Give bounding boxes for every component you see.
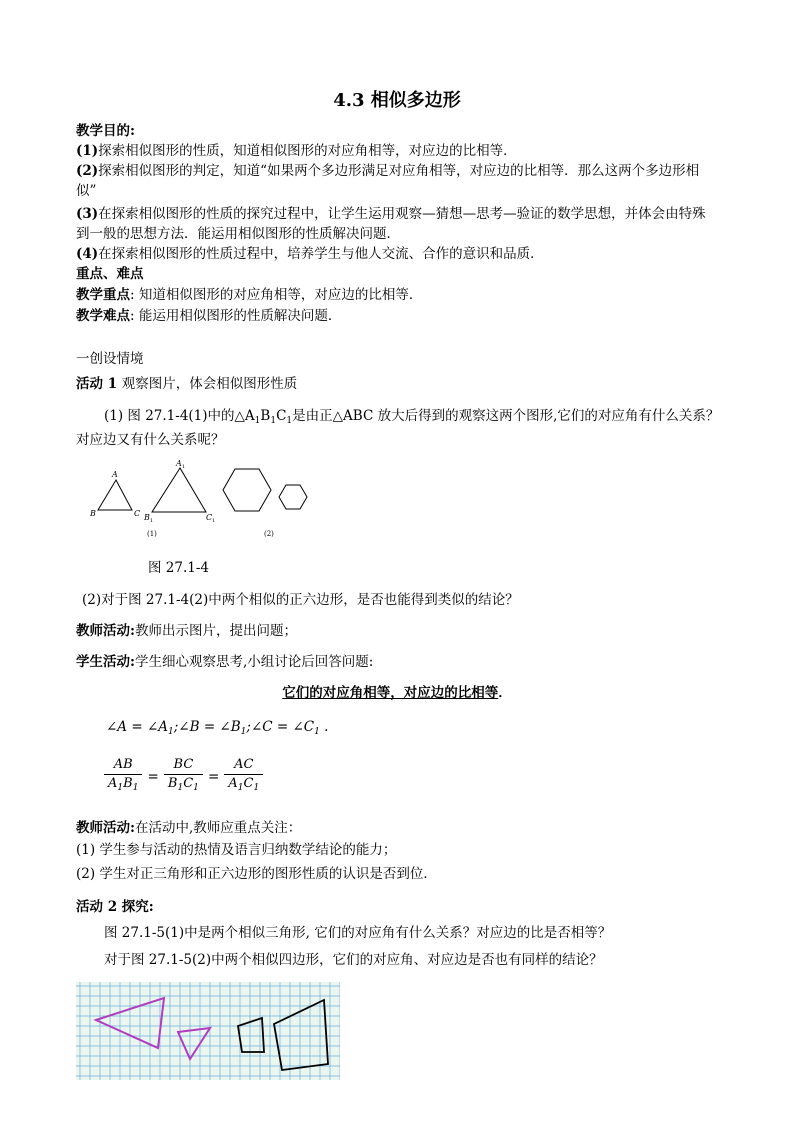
label-B1-sub: 1 [150, 518, 154, 524]
label-A1-sub: 1 [182, 464, 186, 470]
objective-1-text: 探索相似图形的性质，知道相似图形的对应角相等，对应边的比相等． [98, 143, 517, 159]
subscript: 1 [254, 416, 261, 426]
activity-1-text: 观察图片，体会相似图形性质 [121, 376, 298, 392]
fraction-bc-numerator: BC [164, 756, 203, 775]
fraction-ab-numerator: AB [104, 756, 142, 775]
angle-eq-b: ;∠B = ∠B [173, 719, 241, 735]
objective-1-num: (1) [76, 143, 99, 159]
objective-4-num: (4) [76, 246, 99, 262]
figure-caption: 图 27.1-4 [148, 560, 210, 576]
large-hexagon [223, 469, 271, 511]
small-triangle [98, 480, 132, 510]
fraction-ac-denominator: $A_1C_1$ [228, 776, 260, 793]
activity-2-question-1: 图 27.1-5(1)中是两个相似三角形, 它们的对应角有什么关系？对应边的比是否相等？ [104, 925, 612, 941]
figure-27-1-5 [76, 982, 340, 1080]
label-C1: C [206, 513, 213, 522]
subscript: 1 [240, 727, 247, 737]
activity-2-question-2: 对于图 27.1-5(2)中两个相似四边形，它们的对应角、对应边是否也有同样的结论？ [104, 952, 603, 968]
figure-27-1-4 [88, 458, 328, 542]
focus-point-1: (1) 学生参与活动的热情及语言归纳数学结论的能力； [76, 842, 397, 858]
angle-equations [106, 719, 328, 737]
figure-part-2-label: (2) [264, 530, 274, 538]
equals-sign: = [147, 769, 159, 785]
objective-3 [76, 204, 706, 224]
question-1-cont: 对应边又有什么关系呢？ [76, 432, 225, 448]
teacher-activity-2 [76, 818, 301, 838]
angle-eq-end: . [319, 719, 329, 735]
fraction-ac-numerator: AC [224, 756, 263, 775]
question-1-part-a: (1) 图 27.1-4(1)中的△A [104, 408, 255, 424]
section-heading: 一创设情境 [76, 351, 144, 367]
side-ratio-equation [104, 756, 263, 797]
objective-4 [76, 244, 544, 264]
objective-2 [76, 161, 699, 181]
objective-3-cont: 到一般的思想方法．能运用相似图形的性质解决问题． [76, 226, 400, 242]
page-title: 4.3 相似多边形 [333, 90, 461, 111]
student-activity-label: 学生活动: [76, 654, 135, 670]
answer-line [0, 683, 794, 703]
large-triangle [152, 468, 206, 512]
activity-2-heading: 活动 2 探究: [76, 899, 154, 915]
objective-4-text: 在探索相似图形的性质过程中，培养学生与他人交流、合作的意识和品质． [98, 246, 544, 262]
activity-1-heading [76, 374, 297, 394]
question-1 [104, 406, 719, 431]
teacher-activity-label: 教师活动: [76, 623, 135, 639]
question-1-part-d: 是由正△ABC 放大后得到的观察这两个图形,它们的对应角有什么关系？ [292, 408, 720, 424]
teacher-activity-2-text: 在活动中,教师应重点关注： [134, 820, 302, 836]
objective-3-text: 在探索相似图形的性质的探究过程中，让学生运用观察—猜想—思考—验证的数学思想，并体会由特殊 [98, 206, 706, 222]
question-1-part-c: C [276, 408, 287, 424]
label-A: A [112, 470, 118, 479]
label-B1: B [144, 513, 150, 522]
fraction-bc-denominator: $B_1C_1$ [167, 776, 199, 793]
difficult-point-text: : 能运用相似图形的性质解决问题． [130, 308, 342, 324]
objective-2-text: 探索相似图形的判定，知道“如果两个多边形满足对应角相等，对应边的比相等．那么这两个多边形相 [98, 163, 700, 179]
subscript: 1 [314, 727, 320, 737]
objectives-heading: 教学目的: [76, 123, 135, 139]
teacher-activity-text: 教师出示图片，提出问题； [134, 623, 297, 639]
fraction-bc [164, 756, 203, 797]
objective-1 [76, 141, 517, 161]
angle-eq-a: ∠A = ∠A [106, 719, 169, 735]
fraction-ac [224, 756, 263, 797]
difficult-point [76, 306, 341, 326]
keypoints-heading: 重点、难点 [76, 266, 144, 282]
figure-part-1-label: (1) [147, 530, 157, 538]
small-hexagon [279, 485, 307, 509]
subscript: 1 [286, 416, 293, 426]
activity-1-label: 活动 1 [76, 376, 122, 392]
label-A1: A [176, 459, 182, 468]
objective-2-cont: 似” [76, 183, 97, 199]
label-C: C [134, 509, 141, 518]
question-2: (2)对于图 27.1-4(2)中两个相似的正六边形，是否也能得到类似的结论？ [82, 592, 519, 608]
teacher-activity-2-label: 教师活动: [76, 820, 135, 836]
objective-2-num: (2) [76, 163, 99, 179]
key-point [76, 285, 422, 305]
question-1-part-b: B [260, 408, 271, 424]
key-point-text: : 知道相似图形的对应角相等，对应边的比相等． [130, 287, 423, 303]
fraction-ab-denominator: $A_1B_1$ [108, 776, 139, 793]
subscript: 1 [270, 416, 277, 426]
student-activity [76, 652, 373, 672]
equals-sign: = [208, 769, 220, 785]
objective-3-num: (3) [76, 206, 99, 222]
answer-end: ． [498, 685, 512, 701]
difficult-point-label: 教学难点 [76, 308, 130, 324]
subscript: 1 [168, 727, 174, 737]
fraction-ab [104, 756, 142, 797]
answer-text: 它们的对应角相等，对应边的比相等 [282, 685, 499, 701]
angle-eq-c: ;∠C = ∠C [246, 719, 315, 735]
key-point-label: 教学重点 [76, 287, 130, 303]
label-B: B [90, 509, 96, 518]
teacher-activity [76, 621, 297, 641]
label-C1-sub: 1 [212, 518, 216, 524]
student-activity-text: 学生细心观察思考,小组讨论后回答问题: [134, 654, 374, 670]
focus-point-2: (2) 学生对正三角形和正六边形的图形性质的认识是否到位． [76, 866, 437, 882]
